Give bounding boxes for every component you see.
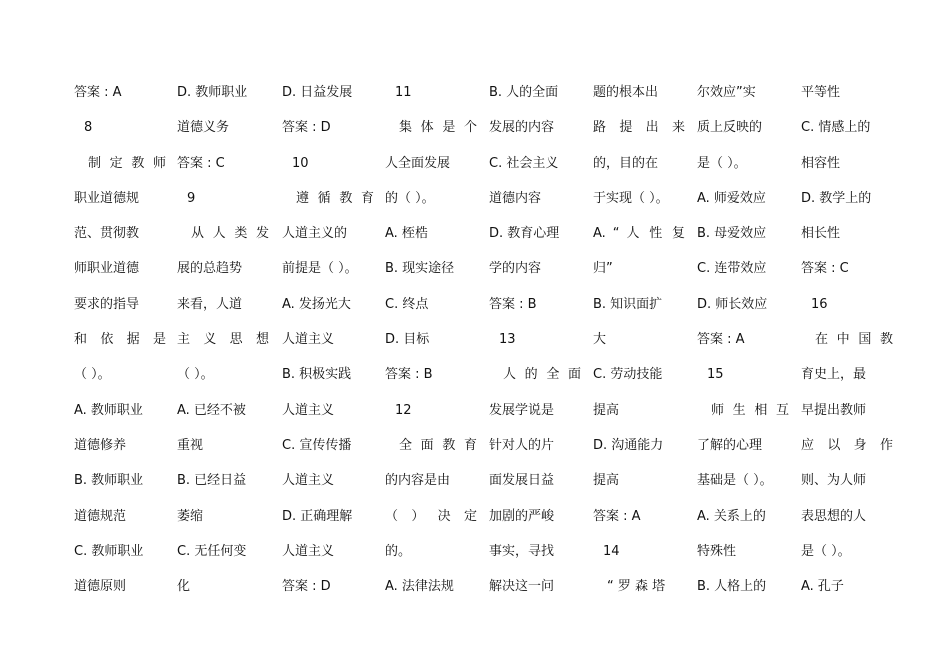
text-line: 11	[395, 85, 412, 100]
text-line: “ 罗 森 塔	[607, 579, 666, 595]
text-line: 于实现（ ）。	[593, 190, 669, 206]
text-line: 重视	[177, 437, 204, 453]
text-line: C. 连带效应	[697, 261, 767, 277]
text-line: A. 已经不被	[177, 402, 246, 418]
text-line: 的，目的在	[593, 155, 659, 171]
text-line: 人 的 全 面	[503, 367, 581, 383]
text-line: 归”	[593, 261, 613, 277]
text-line: B. 人的全面	[489, 85, 559, 100]
text-line: B. 知识面扩	[593, 296, 663, 312]
text-line: D. 教育心理	[489, 226, 560, 242]
text-line: 答案 : B	[489, 296, 537, 312]
text-column-7	[697, 80, 789, 609]
text-line: 题的根本出	[593, 85, 659, 100]
text-line: 人道主义	[282, 543, 335, 559]
text-line: C. 劳动技能	[593, 367, 663, 383]
text-line: 是（ ）。	[801, 543, 851, 559]
text-line: B. 现实途径	[385, 261, 455, 277]
text-line: 答案 : D	[282, 120, 331, 136]
text-line: 提高	[593, 473, 620, 489]
text-line: 的。	[385, 543, 412, 559]
text-line: 事实，寻找	[489, 543, 555, 559]
text-line: 基础是（ ）。	[697, 473, 773, 489]
text-line: 加剧的严峻	[489, 508, 555, 524]
text-line: 了解的心理	[697, 437, 763, 453]
text-column-1	[74, 80, 166, 609]
text-line: C. 社会主义	[489, 155, 559, 171]
text-line: 道德原则	[74, 579, 127, 595]
text-line: D. 教师职业	[177, 85, 248, 100]
text-line: A. “ 人 性 复	[593, 226, 685, 242]
text-line: 16	[811, 296, 828, 312]
text-column-2	[177, 80, 269, 609]
text-line: 在 中 国 教	[815, 332, 893, 348]
text-line: 13	[499, 332, 516, 348]
text-line: 育史上，最	[801, 367, 867, 383]
text-line: 相长性	[801, 226, 841, 242]
text-line: 的内容是由	[385, 473, 451, 489]
text-line: 答案 : B	[385, 367, 433, 383]
text-column-4	[385, 80, 477, 609]
text-line: 和 依 据 是	[74, 332, 166, 348]
text-line: 质上反映的	[697, 120, 763, 136]
text-line: 萎缩	[177, 508, 204, 524]
text-line: A. 关系上的	[697, 508, 766, 524]
text-line: 的（ ）。	[385, 190, 435, 206]
text-line: A. 孔子	[801, 579, 844, 595]
text-line: C. 无任何变	[177, 543, 247, 559]
text-line: 提高	[593, 402, 620, 418]
text-column-3	[282, 80, 374, 609]
text-line: 从 人 类 发	[191, 226, 269, 242]
text-line: D. 目标	[385, 332, 430, 348]
text-line: 人全面发展	[385, 155, 451, 171]
text-line: （ ）。	[177, 367, 214, 383]
text-line: 答案 : A	[74, 85, 122, 100]
text-line: 全 面 教 育	[399, 437, 477, 453]
text-line: A. 教师职业	[74, 402, 143, 418]
text-line: 化	[177, 579, 191, 595]
text-line: D. 师长效应	[697, 296, 768, 312]
text-line: 人道主义	[282, 402, 335, 418]
text-line: 12	[395, 402, 412, 418]
text-line: 表思想的人	[801, 508, 867, 524]
text-line: 人道主义	[282, 473, 335, 489]
text-line: D. 日益发展	[282, 85, 353, 100]
text-line: A. 桎梏	[385, 226, 428, 242]
text-line: 则、为人师	[801, 473, 867, 489]
text-line: B. 人格上的	[697, 579, 767, 595]
text-column-6	[593, 80, 685, 609]
text-line: B. 已经日益	[177, 473, 247, 489]
text-line: 解决这一问	[489, 579, 555, 595]
text-line: A. 法律法规	[385, 579, 454, 595]
text-line: D. 正确理解	[282, 508, 353, 524]
text-line: 早提出教师	[801, 402, 867, 418]
text-line: A. 发扬光大	[282, 296, 351, 312]
text-line: 集 体 是 个	[399, 120, 477, 136]
text-line: B. 教师职业	[74, 473, 144, 489]
text-line: （ ）。	[74, 367, 111, 383]
text-line: 针对人的片	[489, 437, 555, 453]
text-line: 大	[593, 332, 607, 348]
text-line: 职业道德规	[74, 190, 140, 206]
text-line: 来看，人道	[177, 296, 243, 312]
text-line: C. 终点	[385, 296, 429, 312]
text-line: 要求的指导	[74, 296, 140, 312]
text-line: 发展的内容	[489, 120, 555, 136]
text-column-5	[489, 80, 581, 609]
text-line: 9	[187, 190, 196, 206]
text-line: 路 提 出 来	[593, 120, 685, 136]
text-line: C. 情感上的	[801, 120, 871, 136]
text-line: 道德内容	[489, 190, 542, 206]
text-line: 15	[707, 367, 724, 383]
text-line: 8	[84, 120, 93, 136]
text-line: 师 生 相 互	[711, 402, 789, 418]
text-line: C. 教师职业	[74, 543, 144, 559]
text-line: 尔效应”实	[697, 85, 756, 100]
text-line: 面发展日益	[489, 473, 555, 489]
text-line: （ ） 决 定	[385, 508, 477, 524]
text-line: 前提是（ ）。	[282, 261, 358, 277]
text-line: 答案 : D	[282, 579, 331, 595]
text-line: 10	[292, 155, 309, 171]
text-line: 范、贯彻教	[74, 226, 140, 242]
text-line: C. 宣传传播	[282, 437, 352, 453]
text-line: 学的内容	[489, 261, 542, 277]
text-line: 相容性	[801, 155, 841, 171]
text-line: 道德义务	[177, 120, 230, 136]
text-line: 制 定 教 师	[88, 155, 166, 171]
text-line: 发展学说是	[489, 402, 555, 418]
text-line: 答案 : A	[593, 508, 641, 524]
text-line: D. 教学上的	[801, 190, 872, 206]
text-line: 主 义 思 想	[177, 332, 269, 348]
text-line: 道德修养	[74, 437, 127, 453]
text-line: B. 母爱效应	[697, 226, 767, 242]
text-line: 答案 : C	[177, 155, 225, 171]
text-line: 遵 循 教 育	[296, 190, 374, 206]
text-line: 道德规范	[74, 508, 127, 524]
text-line: 平等性	[801, 85, 841, 100]
text-line: 特殊性	[697, 543, 737, 559]
text-line: B. 积极实践	[282, 367, 352, 383]
text-line: 展的总趋势	[177, 261, 243, 277]
text-line: 14	[603, 543, 620, 559]
text-line: 答案 : C	[801, 261, 849, 277]
text-line: 师职业道德	[74, 261, 140, 277]
text-line: 人道主义	[282, 332, 335, 348]
text-line: D. 沟通能力	[593, 437, 664, 453]
text-line: A. 师爱效应	[697, 190, 766, 206]
text-line: 是（ ）。	[697, 155, 747, 171]
text-line: 应 以 身 作	[801, 437, 893, 453]
text-line: 答案 : A	[697, 332, 745, 348]
text-line: 人道主义的	[282, 226, 348, 242]
text-column-8	[801, 80, 893, 609]
